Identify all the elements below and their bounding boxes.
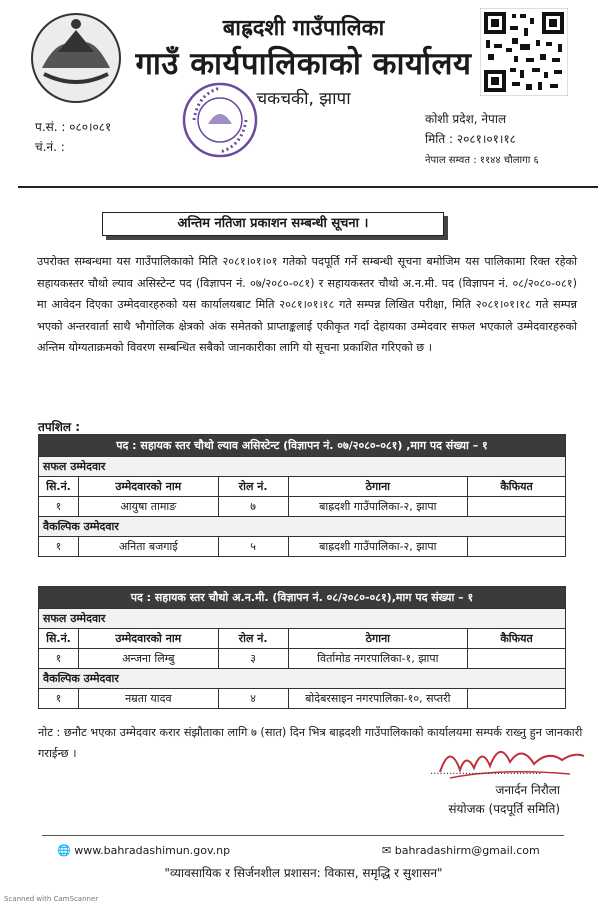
signatory-name: जनार्दन निरौला <box>495 783 560 797</box>
municipality-name: बाह्रदशी गाउँपालिका <box>222 16 385 41</box>
reference-ps: प.सं. : ०८०।०८१ <box>35 120 112 134</box>
cell-remarks <box>468 537 566 557</box>
cell-name: नम्रता यादव <box>78 689 218 709</box>
table-row <box>39 497 566 517</box>
cell-sn: १ <box>39 649 79 669</box>
header-divider <box>18 186 598 188</box>
col-name: उम्मेदवारको नाम <box>78 629 218 649</box>
alternate-section-label: वैकल्पिक उम्मेदवार <box>39 669 566 689</box>
cell-name: अन्जना लिम्बु <box>78 649 218 669</box>
date: मिति : २०८१।०१।१८ <box>425 132 516 146</box>
results-table-anm <box>38 586 566 709</box>
cell-remarks <box>468 689 566 709</box>
cell-remarks <box>468 649 566 669</box>
globe-icon: 🌐 <box>57 844 71 857</box>
website-text: www.bahradashimun.gov.np <box>74 844 231 857</box>
office-name: गाउँ कार्यपालिकाको कार्यालय <box>135 46 472 82</box>
office-address: चकचकी, झापा <box>256 89 351 109</box>
post-heading: पद : सहायक स्तर चौथो ल्याव असिस्टेन्ट (विज्ञापन नं. ०७/२०८०-०८१) ,माग पद संख्या – १ <box>39 435 566 457</box>
cell-name: अनिता बजगाई <box>78 537 218 557</box>
email-text: bahradashirm@gmail.com <box>394 844 540 857</box>
passed-section-label: सफल उम्मेदवार <box>39 457 566 477</box>
note-text: नोट : छनौट भएका उम्मेदवार करार संझौताका लागि ७ (सात) दिन भित्र बाह्रदशी गाउँपालिकाको कार्यालयमा सम्पर्क राख्नु हुन जानकारी गराईन्छ । <box>38 726 583 760</box>
cell-address: बाह्रदशी गाउँपालिका-२, झापा <box>288 497 468 517</box>
province: कोशी प्रदेश, नेपाल <box>425 112 507 126</box>
col-address: ठेगाना <box>288 477 468 497</box>
cell-address: बोदेबरसाइन नगरपालिका-१०, सप्तरी <box>288 689 468 709</box>
notice-title: अन्तिम नतिजा प्रकाशन सम्बन्धी सूचना । <box>102 212 444 236</box>
results-table-lab-assistant <box>38 434 566 557</box>
cell-roll: ७ <box>218 497 288 517</box>
post-heading: पद : सहायक स्तर चौथो अ.न.मी. (विज्ञापन नं. ०८/२०८०-०८१),माग पद संख्या – १ <box>39 587 566 609</box>
website-link[interactable] <box>57 844 230 857</box>
alternate-section-label: वैकल्पिक उम्मेदवार <box>39 517 566 537</box>
col-address: ठेगाना <box>288 629 468 649</box>
reference-cn: चं.नं. : <box>35 140 65 154</box>
scanner-watermark: Scanned with CamScanner <box>4 895 99 903</box>
table-row <box>39 689 566 709</box>
table-row <box>39 537 566 557</box>
signature-dots: ................................... <box>430 766 542 777</box>
col-remarks: कैफियत <box>468 629 566 649</box>
cell-roll: ३ <box>218 649 288 669</box>
footer-divider <box>42 835 564 836</box>
nepal-sambat: नेपाल सम्वत : ११४४ चौलागा ६ <box>425 155 539 166</box>
cell-sn: १ <box>39 689 79 709</box>
col-sn: सि.नं. <box>39 629 79 649</box>
table-row <box>39 649 566 669</box>
cell-address: विर्तामोड नगरपालिका-१, झापा <box>288 649 468 669</box>
cell-roll: ४ <box>218 689 288 709</box>
col-roll: रोल नं. <box>218 629 288 649</box>
passed-section-label: सफल उम्मेदवार <box>39 609 566 629</box>
col-name: उम्मेदवारको नाम <box>78 477 218 497</box>
col-roll: रोल नं. <box>218 477 288 497</box>
cell-roll: ५ <box>218 537 288 557</box>
col-sn: सि.नं. <box>39 477 79 497</box>
cell-sn: १ <box>39 497 79 517</box>
cell-address: बाह्रदशी गाउँपालिका-२, झापा <box>288 537 468 557</box>
cell-remarks <box>468 497 566 517</box>
mail-icon: ✉ <box>382 844 392 857</box>
details-label: तपशिल : <box>38 420 81 434</box>
motto: "व्यावसायिक र सिर्जनशील प्रशासन: विकास, समृद्धि र सुशासन" <box>164 866 443 880</box>
col-remarks: कैफियत <box>468 477 566 497</box>
cell-sn: १ <box>39 537 79 557</box>
email-link[interactable] <box>382 844 540 857</box>
cell-name: आयुषा तामाङ <box>78 497 218 517</box>
signatory-role: संयोजक (पदपूर्ति समिति) <box>448 802 560 816</box>
notice-body: उपरोक्त सम्बन्धमा यस गाउँपालिकाको मिति २०८१।०१।०१ गतेको पदपूर्ति गर्ने सम्बन्धी सूचना बमोजिम यस पालिकामा रिक्त रहेको सहायकस्तर चौथो ल्याव असिस्टेन्ट पद (विज्ञापन नं. ०७/२०८०-०८१) र सहायकस्तर चौथो अ.न.मी. पद (विज्ञापन नं. ०८/२०८०-०८१) मा आवेदन दिएका उम्मेदवारहरुको यस कार्यालयबाट मिति २०८१।०१।१८ गते सम्पन्न लिखित परीक्षा, मिति २०८१।०१।१८ गते सम्पन्न भएको अन्तरवार्ता साथै भौगोलिक क्षेत्रको अंक समेतको प्राप्ताङ्कलाई एकीकृत गर्दा देहायका उम्मेदवार सफल भएकाले उम्मेदवारहरुको अन्तिम योग्यताक्रमको विवरण सम्बन्धित सबैको जानकारीका लागि यो सूचना प्रकाशित गरिएको छ । <box>37 255 577 354</box>
